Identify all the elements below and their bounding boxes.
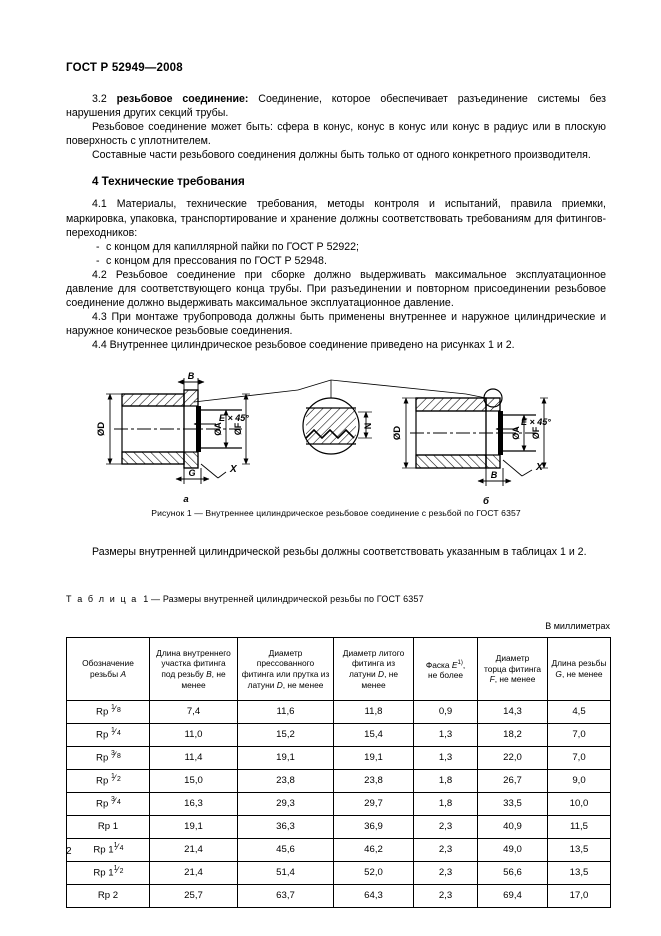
- table-row: [67, 793, 611, 816]
- column-header-designation: Обозначение резьбы A: [67, 638, 150, 701]
- figure-label-dim-F-right: ØF: [531, 426, 541, 440]
- column-header-diameter-pressed-D: Диаметр прессованного фитинга или прутка из латуни D, не менее: [238, 638, 334, 701]
- cell-length-B: 7,4: [150, 701, 238, 724]
- paragraph-3: Составные части резьбового соединения должны быть только от одного конкретного производителя.: [92, 149, 591, 162]
- list-item: [66, 240, 606, 254]
- cell-length-B: 11,4: [150, 747, 238, 770]
- cell-diameter-pressed-D: 11,6: [238, 701, 334, 724]
- table-row: [67, 770, 611, 793]
- list-item: [66, 254, 606, 268]
- requirements-list: [66, 240, 606, 268]
- cell-designation: Rp 1 1 ⁄ 2: [67, 862, 150, 885]
- cell-designation: Rp 1: [67, 816, 150, 839]
- figure-label-dim-D-left: ØD: [96, 421, 107, 437]
- table-units-note: В миллиметрах: [545, 621, 610, 631]
- clause-4-2: 4.2 Резьбовое соединение при сборке должно выдерживать максимальное эксплуатационное давление для соответствующего конца трубы. При разъединении и повторном присоединении резьбовое соединение должно выдерживать максимальное эксплуатационное давление.: [66, 268, 606, 310]
- cell-length-B: 19,1: [150, 816, 238, 839]
- table-row: [67, 816, 611, 839]
- cell-diameter-cast-D: 52,0: [334, 862, 414, 885]
- figure-label-callout-X-right: X: [536, 462, 543, 473]
- figure-label-dim-A-right: ØA: [511, 426, 521, 440]
- cell-thread-length-G: 11,5: [548, 816, 611, 839]
- figure-label-chamfer-right: E × 45°: [521, 417, 551, 427]
- cell-diameter-cast-D: 15,4: [334, 724, 414, 747]
- figure-label-dim-G: G: [188, 468, 196, 478]
- cell-thread-length-G: 9,0: [548, 770, 611, 793]
- paragraph-after-figure: Размеры внутренней цилиндрической резьбы должны соответствовать указанным в таблицах 1 и 2.: [92, 546, 587, 558]
- table-row: [67, 724, 611, 747]
- cell-designation: Rp 1 ⁄ 4: [67, 724, 150, 747]
- figure-1-caption: Рисунок 1 — Внутреннее цилиндрическое резьбовое соединение с резьбой по ГОСТ 6357: [151, 508, 521, 518]
- cell-diameter-pressed-D: 45,6: [238, 839, 334, 862]
- figure-label-view-b: б: [483, 496, 489, 507]
- cell-chamfer-E: 1,8: [414, 793, 478, 816]
- clause-3-2-term: резьбовое соединение:: [116, 93, 249, 105]
- paragraph-2: Резьбовое соединение может быть: сфера в конус, конус в конус или конус в радиус или в плоскую поверхность с уплотнителем.: [66, 121, 606, 148]
- cell-chamfer-E: 1,3: [414, 724, 478, 747]
- list-dash: -: [96, 240, 100, 253]
- figure-label-dim-F-left: ØF: [233, 422, 243, 436]
- column-header-chamfer-E: Фаска E$^{1)}$, не более: [414, 638, 478, 701]
- cell-diameter-pressed-D: 15,2: [238, 724, 334, 747]
- page-number: 2: [66, 846, 72, 857]
- cell-face-diameter-F: 49,0: [478, 839, 548, 862]
- table-header-row: [67, 638, 611, 701]
- cell-chamfer-E: 1,3: [414, 747, 478, 770]
- cell-length-B: 11,0: [150, 724, 238, 747]
- after-figure-text: [66, 545, 606, 559]
- cell-length-B: 15,0: [150, 770, 238, 793]
- column-header-length-B: Длина внутреннего участка фитинга под резьбу B, не менее: [150, 638, 238, 701]
- main-text-content: [66, 92, 606, 353]
- list-item-label: с концом для прессования по ГОСТ Р 52948.: [106, 254, 327, 267]
- cell-diameter-pressed-D: 63,7: [238, 885, 334, 908]
- cell-designation: Rp 1 ⁄ 2: [67, 770, 150, 793]
- standard-id-header: ГОСТ Р 52949—2008: [66, 62, 183, 74]
- cell-chamfer-E: 2,3: [414, 816, 478, 839]
- table-row: [67, 885, 611, 908]
- cell-face-diameter-F: 26,7: [478, 770, 548, 793]
- cell-face-diameter-F: 56,6: [478, 862, 548, 885]
- clause-4-4: 4.4 Внутреннее цилиндрическое резьбовое соединение приведено на рисунках 1 и 2.: [92, 339, 515, 352]
- column-header-diameter-cast-D: Диаметр литого фитинга из латуни D, не менее: [334, 638, 414, 701]
- table-title-rest: — Размеры внутренней цилиндрической резьбы по ГОСТ 6357: [151, 594, 424, 604]
- table-row: [67, 701, 611, 724]
- cell-face-diameter-F: 33,5: [478, 793, 548, 816]
- cell-chamfer-E: 1,8: [414, 770, 478, 793]
- clause-3-2-number: 3.2: [92, 93, 107, 105]
- cell-diameter-pressed-D: 23,8: [238, 770, 334, 793]
- cell-thread-length-G: 4,5: [548, 701, 611, 724]
- cell-designation: Rp 2: [67, 885, 150, 908]
- cell-thread-length-G: 13,5: [548, 839, 611, 862]
- table-row: [67, 839, 611, 862]
- figure-label-view-a: а: [183, 494, 189, 505]
- table-title-number: 1: [143, 594, 149, 604]
- cell-length-B: 21,4: [150, 839, 238, 862]
- figure-label-chamfer-left: E × 45°: [219, 413, 249, 423]
- table-title-prefix: Т а б л и ц а: [66, 594, 138, 604]
- clause-4-1: 4.1 Материалы, технические требования, методы контроля и испытаний, правила приемки, маркировка, упаковка, транспортирование и хранение должны соответствовать требованиям для фитингов-переходников:: [66, 198, 606, 239]
- cell-thread-length-G: 7,0: [548, 747, 611, 770]
- cell-length-B: 25,7: [150, 885, 238, 908]
- cell-chamfer-E: 2,3: [414, 885, 478, 908]
- clause-4-3: 4.3 При монтаже трубопровода должны быть применены внутреннее и наружное цилиндрические и наружное коническое резьбовые соединения.: [66, 311, 606, 338]
- cell-face-diameter-F: 18,2: [478, 724, 548, 747]
- list-item-label: с концом для капиллярной пайки по ГОСТ Р 52922;: [106, 240, 359, 253]
- cell-chamfer-E: 2,3: [414, 862, 478, 885]
- cell-designation: Rp 1 1 ⁄ 4: [67, 839, 150, 862]
- column-header-face-diameter-F: Диаметр торца фитинга F, не менее: [478, 638, 548, 701]
- cell-diameter-cast-D: 19,1: [334, 747, 414, 770]
- figure-label-callout-X-left: X: [230, 464, 237, 475]
- figure-1-drawing: [66, 368, 606, 508]
- cell-diameter-pressed-D: 29,3: [238, 793, 334, 816]
- cell-designation: Rp 3 ⁄ 4: [67, 793, 150, 816]
- table-row: [67, 747, 611, 770]
- cell-face-diameter-F: 40,9: [478, 816, 548, 839]
- table-row: [67, 862, 611, 885]
- table-1-title: [66, 594, 424, 604]
- cell-chamfer-E: 0,9: [414, 701, 478, 724]
- cell-diameter-cast-D: 23,8: [334, 770, 414, 793]
- table-body: [67, 701, 611, 908]
- cell-length-B: 21,4: [150, 862, 238, 885]
- figure-1: [66, 368, 606, 538]
- figure-label-dim-A-left: ØA: [213, 422, 223, 436]
- cell-face-diameter-F: 14,3: [478, 701, 548, 724]
- cell-diameter-cast-D: 46,2: [334, 839, 414, 862]
- cell-thread-length-G: 13,5: [548, 862, 611, 885]
- cell-diameter-pressed-D: 51,4: [238, 862, 334, 885]
- figure-label-dim-B: B: [187, 371, 195, 381]
- section-4-title: 4 Технические требования: [92, 175, 245, 189]
- cell-face-diameter-F: 22,0: [478, 747, 548, 770]
- cell-diameter-pressed-D: 19,1: [238, 747, 334, 770]
- cell-designation: Rp 3 ⁄ 8: [67, 747, 150, 770]
- table-1: [66, 637, 611, 908]
- cell-diameter-pressed-D: 36,3: [238, 816, 334, 839]
- figure-label-dim-B-right: B: [490, 470, 498, 480]
- cell-thread-length-G: 10,0: [548, 793, 611, 816]
- cell-designation: Rp 1 ⁄ 8: [67, 701, 150, 724]
- cell-length-B: 16,3: [150, 793, 238, 816]
- clause-3-2: [66, 92, 606, 120]
- cell-face-diameter-F: 69,4: [478, 885, 548, 908]
- cell-thread-length-G: 17,0: [548, 885, 611, 908]
- clause-3-2-text: Соединение, которое обеспечивает разъединение системы без нарушения других секций трубы.: [66, 93, 606, 120]
- cell-chamfer-E: 2,3: [414, 839, 478, 862]
- figure-label-dim-D-right: ØD: [392, 425, 403, 441]
- cell-thread-length-G: 7,0: [548, 724, 611, 747]
- cell-diameter-cast-D: 11,8: [334, 701, 414, 724]
- cell-diameter-cast-D: 64,3: [334, 885, 414, 908]
- figure-label-dim-N: N: [363, 422, 373, 430]
- cell-diameter-cast-D: 29,7: [334, 793, 414, 816]
- cell-diameter-cast-D: 36,9: [334, 816, 414, 839]
- column-header-thread-length-G: Длина резьбы G, не менее: [548, 638, 611, 701]
- list-dash: -: [96, 254, 100, 267]
